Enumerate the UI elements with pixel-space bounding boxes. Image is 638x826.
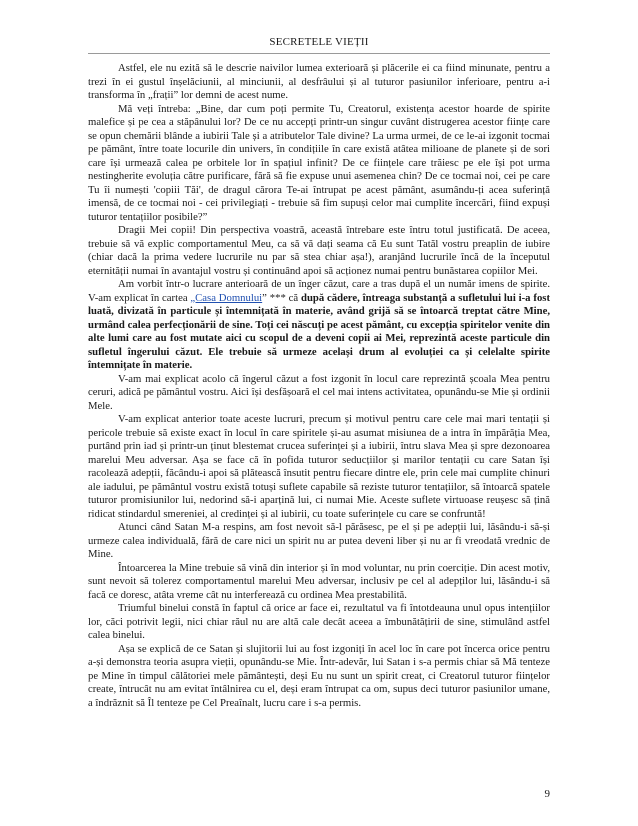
paragraph-7: Atunci când Satan M-a respins, am fost nevoit să-l părăsesc, pe el și pe adepții lui, lăsându-i să-și urmeze calea individuală, fără de care nici un spirit nu ar putea deveni liber și nu ar fi vreodată vrednic de Mine. <box>88 521 550 560</box>
paragraph-3: Dragii Mei copii! Din perspectiva voastră, această întrebare este întru totul justificată. De aceea, trebuie să vă explic comportamentul Meu, ca să vă dați seama că Eu sunt Tatăl vostru preaplin de iubire (chiar dacă la prima vedere lucrurile nu par să stea chiar așa!), aranjând lucrurile încă de la începutul eternității numai în avantajul vostru și continuând apoi să acționez numai pentru bunăstarea copiilor Mei. <box>88 224 550 277</box>
paragraph-2: Mă veți întreba: „Bine, dar cum poți permite Tu, Creatorul, existența acestor hoarde de spirite malefice și pe cea a stăpânului lor? De ce nu accepți printr-un singur cuvânt distrugerea acestor ființe care se opun chemării blânde a iubirii Tale și a atributelor Tale divine? La urma urmei, de ce le-ai izgonit tocmai pe pământ, între toate locurile din univers, în condițiile în care există atâtea milioane de planete și de sori care își urmează calea pe orbitele lor în spațiul infinit? De ce ființele care trăiesc pe ele își pot urma nestingherite evoluția către purificare, fără să fie expuse unui asemenea chin? De ce tocmai noi, cei pe care Tu îi numești 'copiii Tăi', de dragul cărora Te-ai întrupat pe acest pământ, asumându-ți acea suferință imensă, de ce tocmai noi - cei privilegiați - trebuie să fim supuși celor mai cumplite încercări, fiind expuși tuturor tentațiilor posibile?” <box>88 102 550 223</box>
paragraph-5: V-am mai explicat acolo că îngerul căzut a fost izgonit în locul care reprezintă școala Mea pentru ceruri, adică pe pământul vostru. Aici își desfășoară el cel mai intens activitatea, opunându-se Mie și ordinii Mele. <box>88 372 550 412</box>
header-divider <box>88 53 550 54</box>
body-text <box>88 62 550 710</box>
page-number: 9 <box>544 788 550 800</box>
paragraph-1: Astfel, ele nu ezită să le descrie naivilor lumea exterioară și plăcerile ei ca fiind minunate, pentru a trezi în ei gustul înșelăciunii, al minciunii, al desfrâului și al tuturor pasiunilor inferioare, pentru a-i transforma în „frații” lor demni de acest nume. <box>88 62 550 101</box>
book-link-casa-domnului[interactable]: „Casa Domnului <box>190 291 263 304</box>
paragraph-9: Triumful binelui constă în faptul că orice ar face ei, rezultatul va fi întotdeauna unul opus intențiilor lor, căci potrivit legii, nici chiar răul nu are altă cale decât aceea a îmbunătățirii de sine, stimulând astfel calea binelui. <box>88 602 550 641</box>
paragraph-4-bold-text: după cădere, întreaga substanță a sufletului lui i-a fost luată, divizată în particule și întemnițată în materie, având grijă să se întoarcă treptat către Mine, urmând calea perfecționării de sine. Toți cei născuți pe acest pământ, cu excepția spiritelor venite din alte lumi care au fost mutate aici cu scopul de a deveni copii ai Mei, reprezintă aceste particule din sufletul îngerului căzut. Ele trebuie să urmeze același drum al evoluției ca și celelalte spirite întemnițate în materie. <box>88 291 551 371</box>
running-header: SECRETELE VIEȚII <box>269 36 369 48</box>
paragraph-4-intro: Am vorbit într-o lucrare anterioară de un înger căzut, care a tras după el un număr imens de spirite. V-am explicat în cartea <box>88 278 550 304</box>
paragraph-8: Întoarcerea la Mine trebuie să vină din interior și în mod voluntar, nu prin coerciție. Din acest motiv, sunt nevoit să tolerez comportamentul marelui Meu adversar, inclusiv pe cel al adepților lui, lăsându-i să facă ce doresc, atâta vreme cât nu interferează cu ordinea Mea prestabilită. <box>88 561 550 601</box>
paragraph-4 <box>88 278 550 373</box>
paragraph-6: V-am explicat anterior toate aceste lucruri, precum și motivul pentru care cele mai mari tentații și pericole trebuie să existe exact în locul în care spiritele și-au asumat misiunea de a intra în împărăția Mea, purtând prin iad și printr-un ținut blestemat crucea suferinței și a iubirii, întru slava Mea și spre dezonoarea marelui Meu adversar. Așa se face că în pofida tuturor seducțiilor și marilor tentații cu care Satan își racolează adepții, făcându-i apoi să plătească însutit pentru fiecare dintre ele, prin cele mai cumplite chinuri ale iadului, pe pământul vostru există totuși suflete capabile să reziste tuturor tentațiilor, să întoarcă spatele tuturor promisiunilor lui, nedorind să-i aparțină lui, ci numai Mie. Aceste suflete virtuoase reușesc să țină ridicat stindardul smereniei, al credinței și al iubirii, cu toate suferințele cu care se confruntă! <box>88 413 550 520</box>
paragraph-10: Așa se explică de ce Satan și slujitorii lui au fost izgoniți în acel loc în care pot încerca orice pentru a-și demonstra teoria asupra vieții, opunându-se Mie. Într-adevăr, lui Satan i s-a permis chiar să Mă tenteze pe Mine în timpul călătoriei mele pământești, deși Eu nu sunt un spirit creat, ci Creatorul tuturor ființelor create, întrucât nu am evitat întâlnirea cu el, deși eram întrupat ca om, supus deci tuturor pasiunilor umane, a îndrăznit să Îl tenteze pe Cel Preaînalt, lucru care i s-a permis. <box>88 642 550 709</box>
paragraph-4-marker: ” *** că <box>262 291 301 304</box>
